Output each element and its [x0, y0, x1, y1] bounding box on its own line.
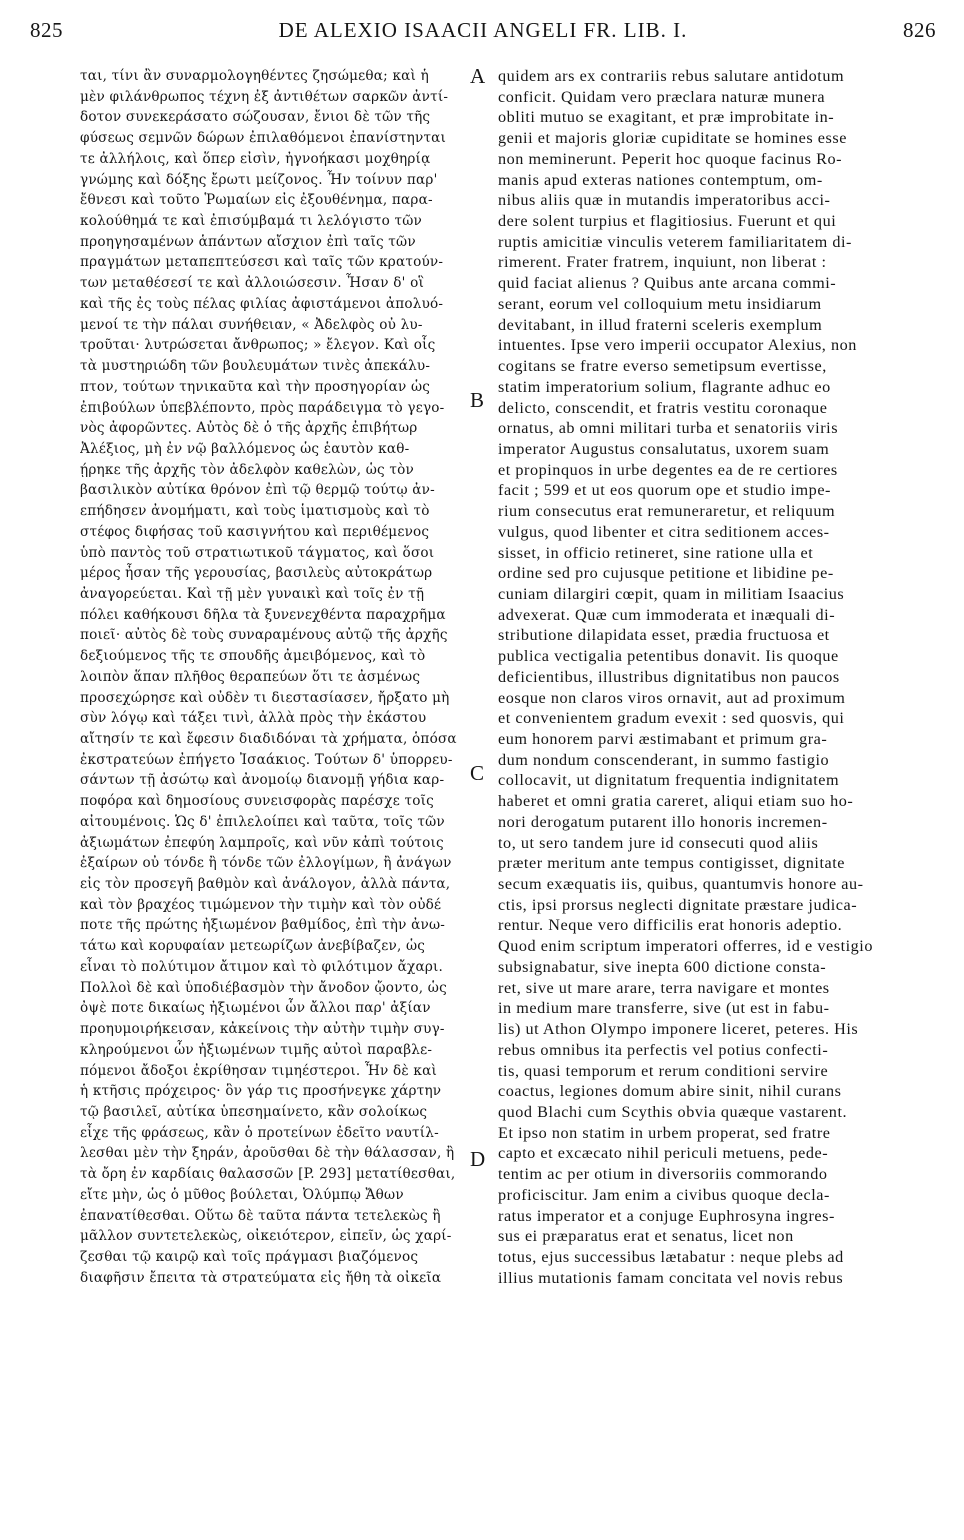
- text-line: facit ; 599 et ut eos quorum ope et studio impe-: [498, 481, 831, 500]
- text-line: ratus imperator et a conjuge Euphrosyna ingres-: [498, 1206, 835, 1225]
- text-line: μέρος ἦσαν τῆς γερουσίας, βασιλεὺς αὐτοκράτωρ: [80, 565, 433, 582]
- text-line: ἀξιωμάτων ἐπεφύη λαμπροῖς, καὶ νῦν κἀπὶ τούτοις: [80, 834, 444, 851]
- text-line: advexerat. Quæ cum immoderata et inæquali di-: [498, 605, 836, 624]
- text-line: sisset, in officio retineret, sine ratione ulla et: [498, 543, 814, 562]
- text-line: πόμενοι ἄδοξοι ἐκρίθησαν τιμηέστεροι. Ἦν δὲ καὶ: [80, 1062, 438, 1079]
- text-line: nori derogatum putarent illo honoris incremen-: [498, 812, 828, 831]
- text-line: totus, ejus successibus lætabatur : neque plebs ad: [498, 1247, 844, 1266]
- text-line: sus ei præparatus erat et senatus, licet non: [498, 1227, 794, 1246]
- text-line: nibus aliis quæ in mutandis imperatoribus acci-: [498, 191, 831, 210]
- text-line: serant, eorum vel colloquium metu insidiarum: [498, 294, 822, 313]
- text-line: quid faciat alienus ? Quibus ante arcana commi-: [498, 274, 837, 293]
- text-line: ctis, ipsi prorsus neglecti dignitate præstare judica-: [498, 895, 858, 914]
- text-line: vulgus, quod libenter et citra seditionem acces-: [498, 522, 830, 541]
- text-line: lis) ut Athon Olympo imponere liceret, peteres. His: [498, 1020, 859, 1039]
- text-line: rium consecutus erat remuneraretur, et reliquum: [498, 502, 836, 521]
- text-line: μᾶλλον συντετελεκὼς, οἰκειότερον, εἰπεῖν, ὡς χαρί-: [80, 1228, 452, 1245]
- text-line: δοτον συνεκεράσατο σώζουσαν, ἔνιοι δὲ τῶν τῆς: [80, 109, 431, 126]
- text-line: rimerent. Frater fratrem, inquiunt, non liberat :: [498, 253, 827, 272]
- text-line: νὸς ἀφορῶντες. Αὐτὸς δὲ ὁ τῆς ἀρχῆς ἐπιβήτωρ: [80, 420, 418, 437]
- text-line: tentim ac per otium in diversoriis commorando: [498, 1165, 828, 1184]
- text-line: et convenientem gradum evexit : sed quosvis, qui: [498, 709, 845, 728]
- text-line: λοιπὸν ἅπαν πλῆθος θεραπεύων ὅτι τε ἀσμένως: [80, 668, 421, 685]
- text-line: τάτω καὶ κορυφαίαν μετεωρίζων ἀνεβίβαζεν, ὡς: [80, 938, 426, 955]
- text-line: ruptis amicitiæ vinculis veterem familiaritatem di-: [498, 232, 852, 251]
- text-line: τε ἀλλήλοις, καὶ ὅπερ εἰσὶν, ἠγνοήκασι μοχθηρίᾳ: [80, 150, 431, 167]
- text-line: ται, τίνι ἂν συναρμολογηθέντες ζησώμεθα; καὶ ἡ: [80, 68, 429, 84]
- text-line: προηγησαμένων ἁπάντων αἴσχιον ἐπὶ ταῖς τῶν: [80, 233, 416, 250]
- text-line: Ἀλέξιος, μὴ ἐν νῷ βαλλόμενος ὡς ἑαυτὸν καθ-: [80, 440, 410, 457]
- text-line: ποφόρα καὶ δημοσίους συνεισφορὰς παρέσχε τοῖς: [80, 793, 434, 810]
- text-line: βασιλικὸν αὐτίκα θρόνον ἐπὶ τῷ θερμῷ τούτῳ ἀν-: [80, 482, 435, 499]
- text-line: πραγμάτων μεταπεπτεύσεσι καὶ ταῖς τῶν κρατούν-: [80, 254, 444, 271]
- text-line: στέφος διφήσας τοῦ κασιγνήτου καὶ περιθέμενος: [80, 523, 430, 540]
- text-line: Πολλοὶ δὲ καὶ ὑποδιέβασμὸν τὴν ἄνοδον ᾤοντο, ὡς: [80, 979, 447, 996]
- text-line: εἴτε μὴν, ὡς ὁ μῦθος βούλεται, Ὀλύμπῳ Ἄθων: [80, 1186, 404, 1203]
- text-line: eum honorem parvi æstimabant et primum gra-: [498, 730, 828, 748]
- text-line: cogitans se fratre everso semetipsum evertisse,: [498, 357, 827, 376]
- text-line: to, ut sero tandem jure id consecuti quod aliis: [498, 833, 819, 852]
- text-line: δεξιούμενος τῆς τε σπουδῆς ἀμειβόμενος, καὶ τὸ: [80, 648, 426, 665]
- text-line: manis apud exteras nationes contemptum, om-: [498, 170, 823, 189]
- text-line: devitabant, in illud fraterni sceleris exemplum: [498, 315, 823, 334]
- text-line: ἀναγορεύεται. Καὶ τῇ μὲν γυναικὶ καὶ τοῖς ἐν τῇ: [80, 585, 425, 602]
- page-number-right: 826: [903, 18, 936, 42]
- text-line: rebus omnibus ita perfectis vel potius confecti-: [498, 1040, 829, 1059]
- text-line: ornatus, ab omni militari turba et senatoriis viris: [498, 419, 839, 438]
- text-line: κληρούμενοι ὧν ἠξιωμένων τιμῆς αὐτοὶ παραβλε-: [80, 1041, 433, 1058]
- text-line: coactus, legiones domum abire sinit, nihil curans: [498, 1082, 842, 1101]
- section-marker-c: C: [470, 761, 485, 785]
- text-line: εἰς τὸν προσεγῆ βαθμὸν καὶ ἀνάλογον, ἀλλὰ πάντα,: [80, 876, 451, 893]
- text-line: Et ipso non statim in urbem properat, sed fratre: [498, 1123, 831, 1142]
- text-line: πόλει καθήκουσι δῆλα τὰ ξυνενεχθέντα παραχρῆμα: [80, 606, 446, 623]
- text-line: ἐπιβούλων ὑπεβλέποντο, πρὸς παράδειγμα τὸ γεγο-: [80, 399, 445, 416]
- text-line: αἰτουμένοις. Ὡς δ' ἐπιλελοίπει καὶ ταῦτα, τοῖς τῶν: [80, 813, 445, 830]
- text-line: et propinquos in urbe degentes ea de re certiores: [498, 460, 838, 479]
- text-line: ἐξαίρων οὐ τόνδε ἢ τόνδε τῶν ἐλλογίμων, ἢ ἀνάγων: [80, 855, 452, 872]
- text-line: ἔθνεσι καὶ τοῦτο Ῥωμαίων εἰς ἐξουθένημα, παρα-: [80, 192, 433, 209]
- text-line: Quod enim scriptum imperatori offerres, id e vestigio: [498, 937, 873, 956]
- text-line: intuentes. Ipse vero imperii occupator Alexius, non: [498, 336, 857, 355]
- text-line: σὺν λόγῳ καὶ τάξει τινὶ, ἀλλὰ πρὸς τὴν ἑκάστου: [80, 710, 427, 727]
- text-line: γνώμης καὶ δόξης ἔρωτι μείζονος. Ἦν τοίνυν παρ': [80, 171, 438, 188]
- text-line: εἶχε τῆς φράσεως, κἂν ὁ προτείνων ἐδεῖτο ναυτίλ-: [80, 1124, 439, 1141]
- text-line: καὶ τὸν βραχέος τιμώμενον τὴν τιμὴν καὶ τὸν οὐδέ: [80, 896, 442, 913]
- text-line: ὀψὲ ποτε δικαίως ἠξιωμένοι ὧν ἄλλοι παρ' ἀξίαν: [80, 1000, 431, 1017]
- text-line: stributione dilapidata esset, prædia fructuosa et: [498, 626, 830, 645]
- text-line: λεσθαι μὲν τὴν ξηράν, ἀροῦσθαι δὲ τὴν θάλασσαν, ἢ: [80, 1145, 455, 1162]
- text-line: ordine sed pro cujusque petitione et libidine pe-: [498, 564, 834, 583]
- text-line: πτον, τούτων τηνικαῦτα καὶ τὴν προσηγορίαν ὡς: [80, 378, 431, 395]
- text-line: καὶ τῆς ἐς τοὺς πέλας φιλίας ἀφιστάμενοι ἀπολυό-: [80, 295, 444, 312]
- text-line: genii et majoris gloriæ cupiditate se homines esse: [498, 129, 847, 148]
- text-line: ἐκστρατεύων ἐπήγετο Ἰσαάκιος. Τούτων δ' ὑπορρευ-: [80, 751, 453, 768]
- section-marker-a: A: [470, 64, 486, 88]
- text-line: publica vectigalia petentibus donavit. Iis quoque: [498, 647, 839, 666]
- text-line: non meminerunt. Peperit hoc quoque facinus Ro-: [498, 149, 843, 168]
- text-line: μενοί τε τὴν πάλαι συνήθειαν, « Ἀδελφὸς οὐ λυ-: [80, 316, 423, 333]
- text-line: secum exæquatis iis, quibus, quantumvis honore au-: [498, 875, 864, 894]
- text-line: ὑπὸ παντὸς τοῦ στρατιωτικοῦ τάγματος, καὶ ὅσοι: [80, 544, 435, 561]
- text-line: ῄρηκε τῆς ἀρχῆς τὸν ἀδελφὸν καθελὼν, ὡς τὸν: [80, 461, 414, 478]
- text-line: εἶναι τὸ πολύτιμον ἄτιμον καὶ τὸ φιλότιμον ἄχαρι.: [80, 958, 444, 975]
- section-marker-b: B: [470, 388, 485, 412]
- text-line: τῷ βασιλεῖ, αὐτίκα ὑπεσημαίνετο, κἂν σολοίκως: [80, 1103, 428, 1120]
- text-line: illius mutationis famam concitata vel novis rebus: [498, 1268, 844, 1287]
- text-line: ἡ κτῆσις πρόχειρος· ὃν γάρ τις προσήνεγκε χάρτην: [80, 1083, 442, 1100]
- text-line: tis, quasi temporum et rerum conditioni servire: [498, 1061, 829, 1080]
- text-line: delicto, conscendit, et fratris vestitu coronaque: [498, 398, 828, 417]
- text-line: των μεταθέσεσί τε καὶ ἀλλοιώσεσιν. Ἦσαν δ' οἳ: [80, 275, 425, 292]
- text-line: αἴτησίν τε καὶ ἔφεσιν διαδιδόναι τὰ χρήματα, ὁπόσα: [80, 731, 457, 747]
- text-line: dere solent turpius et flagitiosius. Fuerunt et qui: [498, 212, 837, 231]
- text-line: ποιεῖ· αὐτὸς δὲ τοὺς συναραμένους αὐτῷ τῆς ἀρχῆς: [80, 627, 448, 644]
- text-line: ποτε τῆς πρώτης ἠξιωμένον βαθμίδος, ἐπὶ τὴν ἀνω-: [80, 917, 446, 934]
- text-line: ἐπανατίθεσθαι. Οὕτω δὲ ταῦτα πάντα τετελεκὼς ἢ: [80, 1207, 441, 1224]
- text-line: τὰ ὄρη ἐν καρδίαις θαλασσῶν [P. 293] μετατίθεσθαι,: [80, 1166, 456, 1183]
- text-line: collocavit, ut dignitatum frequentia indignitatem: [498, 771, 840, 790]
- section-marker-d: D: [470, 1147, 486, 1171]
- text-line: διαφῆσιν ἔπειτα τὰ στρατεύματα εἰς ἤθη τὰ οἰκεῖα: [80, 1269, 442, 1286]
- text-line: προσεχώρησε καὶ οὐδὲν τι διεστασίασεν, ἤρξατο μὴ: [80, 689, 450, 706]
- text-line: ret, sive ut mare arare, terra navigare et montes: [498, 978, 830, 997]
- running-title: DE ALEXIO ISAACII ANGELI FR. LIB. I.: [278, 18, 688, 42]
- text-line: ζεσθαι τῷ καιρῷ καὶ τοῖς πράγμασι βιαζόμενος: [80, 1248, 419, 1265]
- running-header: [30, 8, 936, 44]
- text-line: proficiscitur. Jam enim a civibus quoque decla-: [498, 1185, 830, 1204]
- text-line: φύσεως σεμνῶν δώρων ἐπιλαθόμενοι ἐπανίστηνται: [80, 130, 447, 147]
- text-line: quod Blachi cum Scythis obvia quæque vastarent.: [498, 1102, 848, 1121]
- text-line: subsignabatur, sive inepta 600 dictione consta-: [498, 957, 827, 976]
- text-line: μὲν φιλάνθρωπος τέχνη ἐξ ἀντιθέτων σαρκῶν ἀντί-: [80, 88, 449, 105]
- text-line: præter meritum ante tempus contigisset, dignitate: [498, 854, 846, 873]
- text-line: επήδησεν ἀνομήματι, καὶ τοὺς ἱματισμοὺς καὶ τὸ: [80, 503, 430, 520]
- text-line: rentur. Neque vero difficilis erat honoris adeptio.: [498, 916, 843, 935]
- text-line: conficit. Quidam vero præclara naturæ munera: [498, 87, 826, 106]
- text-line: cuniam dilargiri cœpit, quam in militiam Isaacius: [498, 584, 845, 603]
- text-line: dum nondum conscenderant, in summo fastigio: [498, 750, 830, 769]
- text-line: τὰ μυστηριώδη τῶν βουλευμάτων τινὲς ἀπεκάλυ-: [80, 358, 431, 375]
- text-line: statim imperatorium solium, flagrante adhuc eo: [498, 377, 831, 396]
- text-line: προηυμοιρήκεισαν, κἀκείνοις τὴν αὐτὴν τιμὴν συγ-: [80, 1021, 445, 1038]
- text-line: haberet et omni gratia careret, aliqui etiam suo ho-: [498, 792, 854, 811]
- page-number-left: 825: [30, 18, 63, 42]
- text-line: obliti mutuo se exagitant, et præ improbitate in-: [498, 108, 835, 127]
- text-line: σάντων τῇ ἀσώτῳ καὶ ἀνομοίῳ διανομῇ γήδια καρ-: [80, 772, 445, 789]
- text-line: deficientibus, illustribus dignitatibus non paucos: [498, 667, 840, 686]
- text-line: κολούθημά τε καὶ ἐπισύμβαμά τι λελόγιστο τῶν: [80, 213, 422, 230]
- text-line: imperator Augustus consalutatus, uxorem suam: [498, 439, 830, 458]
- text-line: quidem ars ex contrariis rebus salutare antidotum: [498, 67, 845, 85]
- text-line: in medium mare transferre, sive (ut est in fabu-: [498, 999, 830, 1018]
- greek-text-column: [80, 66, 467, 1288]
- latin-text-column: [498, 66, 928, 1288]
- text-line: τροῦται· λυτρώσεται ἄνθρωπος; » ἔλεγον. Καὶ οἷς: [80, 337, 436, 354]
- text-line: capto et excæcato nihil periculi metuens, pede-: [498, 1144, 829, 1163]
- text-line: eosque non claros viros ornavit, aut ad proximum: [498, 688, 846, 707]
